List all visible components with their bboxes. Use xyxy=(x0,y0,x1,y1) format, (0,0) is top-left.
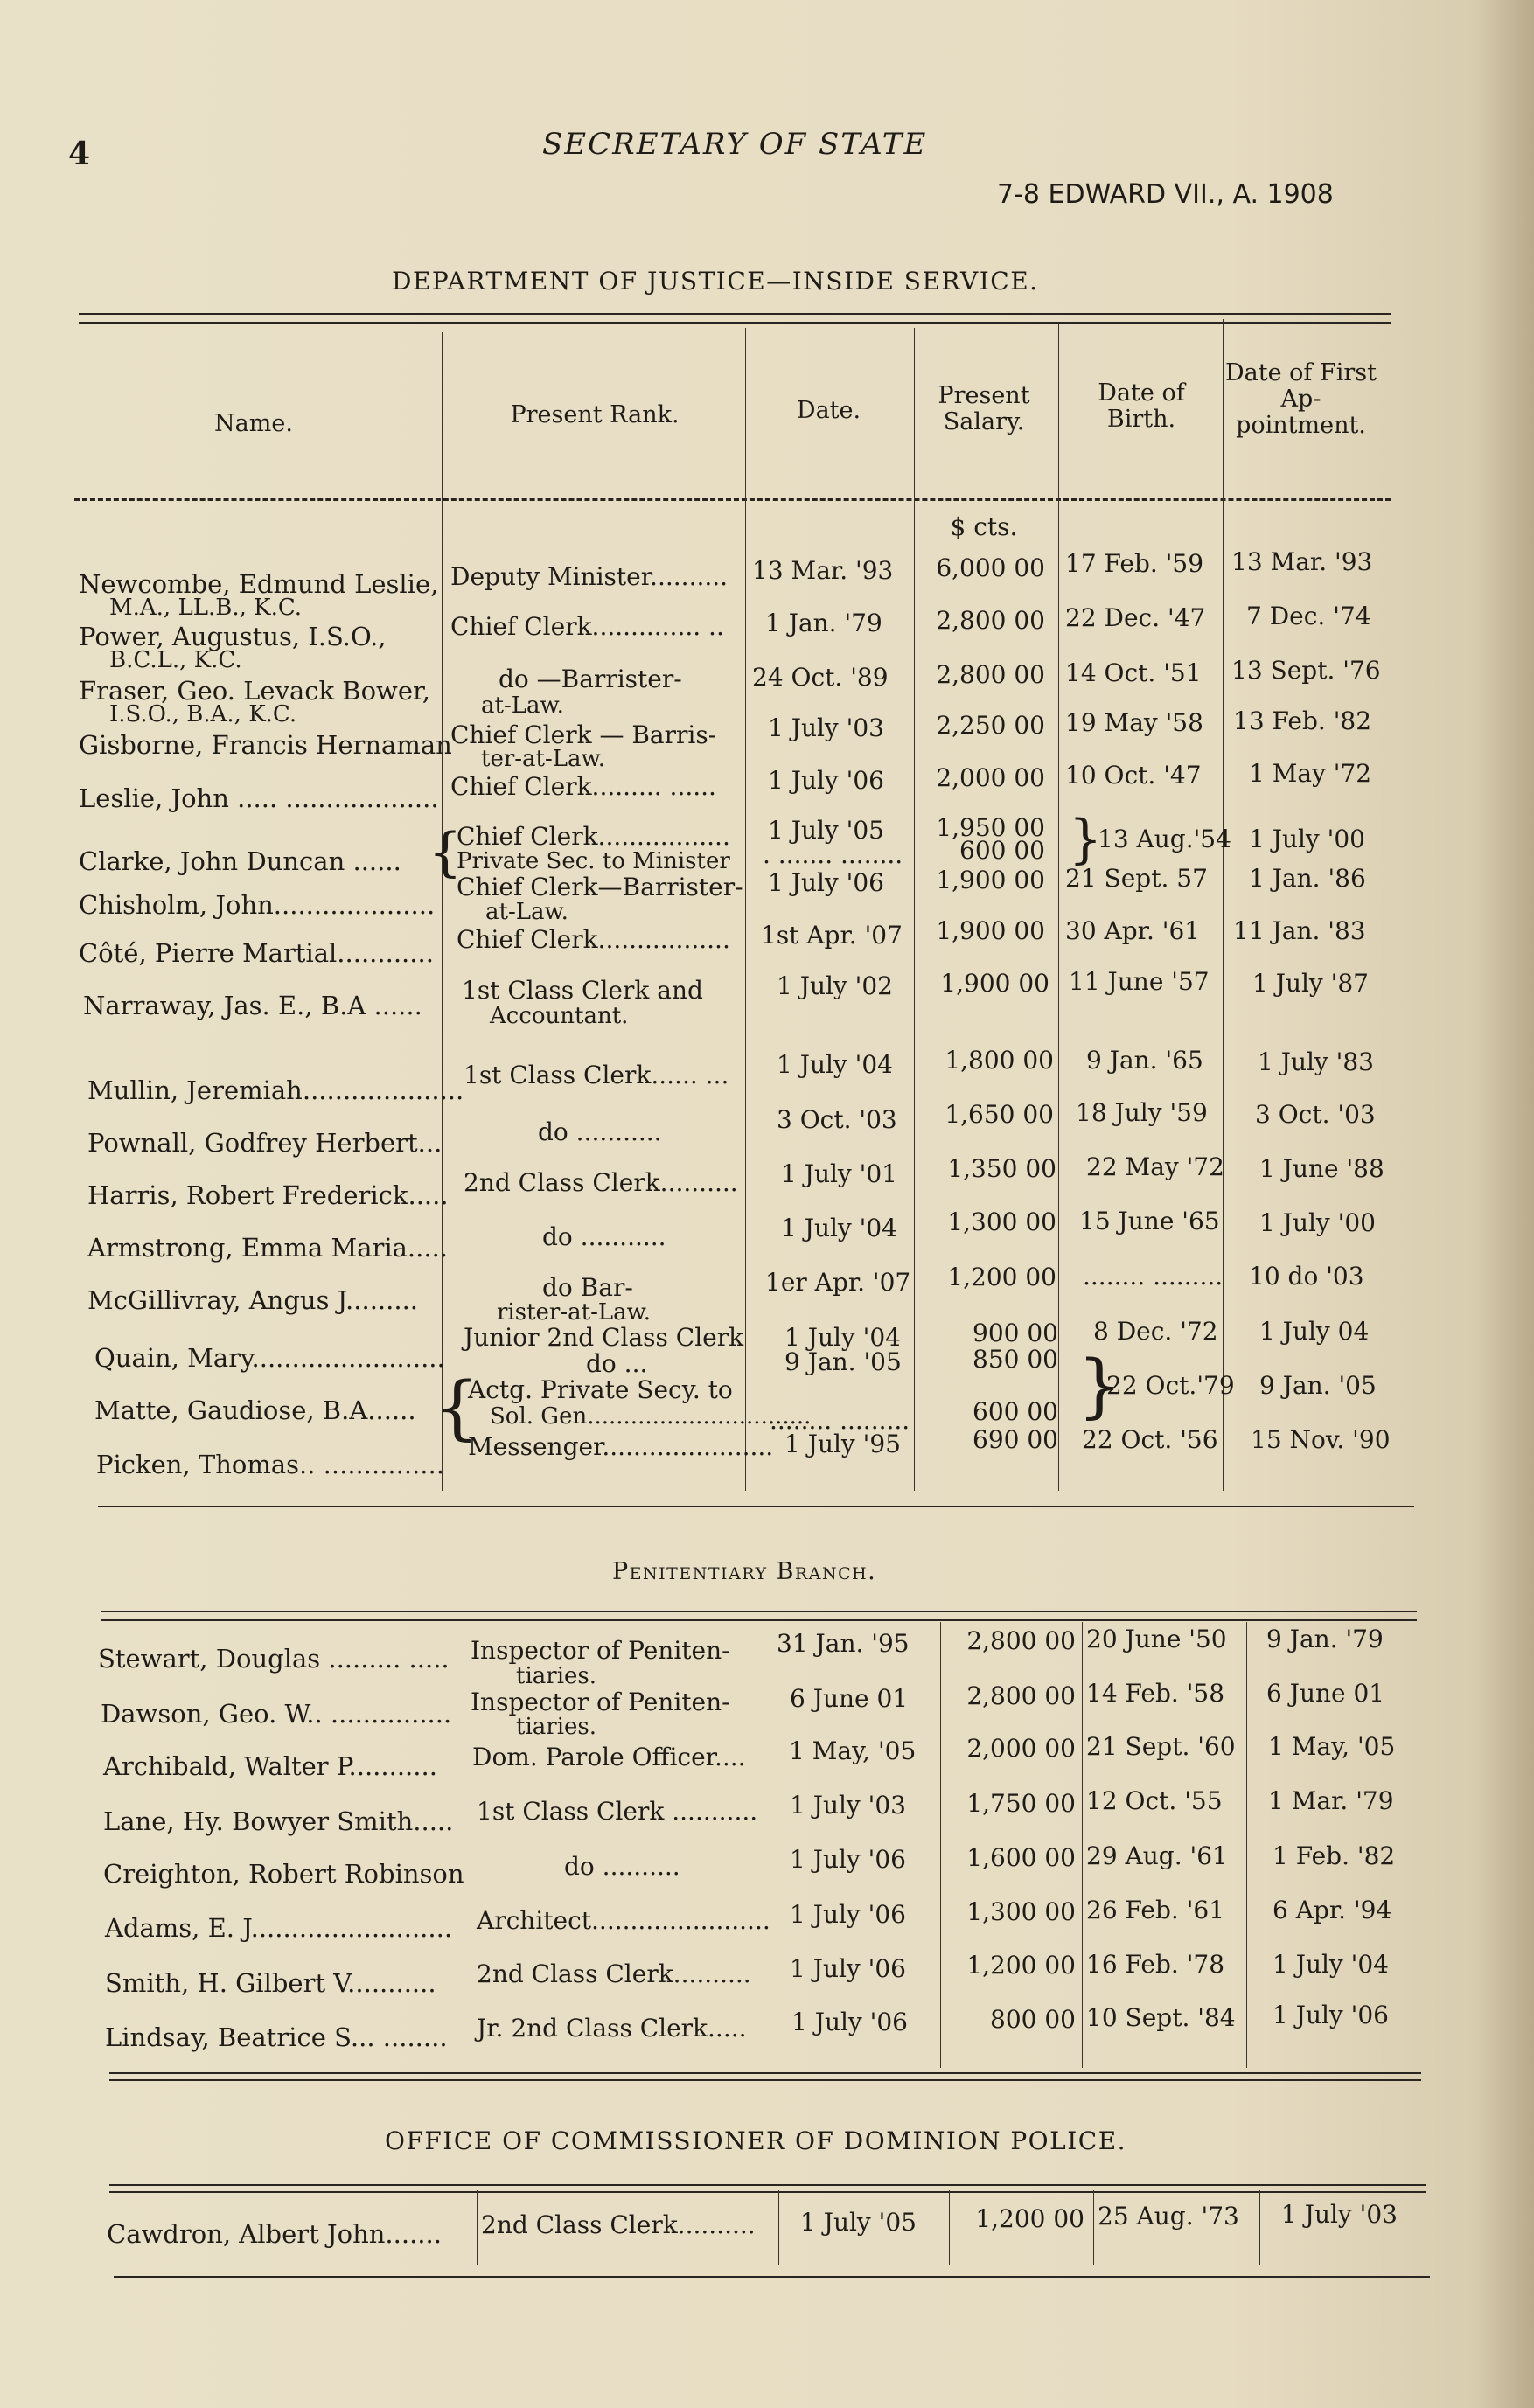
row-name: Adams, E. J......................... xyxy=(105,1913,453,1943)
row-birth: 12 Oct. '55 xyxy=(1086,1786,1223,1815)
brace-glyph: { xyxy=(429,822,463,883)
col-divider xyxy=(1058,324,1059,1491)
row-salary: 1,950 00 xyxy=(936,813,1045,842)
row-first-appointment: 13 Feb. '82 xyxy=(1233,706,1372,735)
row-first-appointment: 1 July '04 xyxy=(1273,1950,1389,1979)
row-first-appointment: 1 June '88 xyxy=(1259,1154,1384,1183)
row-salary: 2,800 00 xyxy=(936,660,1045,689)
row-date: 1st Apr. '07 xyxy=(761,921,903,950)
row-first-appointment: 13 Sept. '76 xyxy=(1231,656,1381,685)
row-name: Stewart, Douglas ......... ..... xyxy=(98,1644,450,1674)
police-top-rule-2 xyxy=(109,2191,1426,2193)
row-rank: do ... xyxy=(586,1349,648,1378)
regnal-year: 7-8 EDWARD VII., A. 1908 xyxy=(997,179,1334,210)
row-name: Picken, Thomas.. ............... xyxy=(96,1450,444,1479)
row-date: 1 May, '05 xyxy=(789,1736,917,1765)
row-first-appointment: 10 do '03 xyxy=(1249,1262,1364,1291)
row-name: Pownall, Godfrey Herbert... xyxy=(87,1128,443,1158)
row-salary: 2,000 00 xyxy=(936,763,1045,792)
row-salary: 1,800 00 xyxy=(945,1046,1054,1075)
row-birth: 22 Dec. '47 xyxy=(1065,603,1206,632)
row-first-appointment: 15 Nov. '90 xyxy=(1251,1425,1391,1454)
row-first-appointment: 1 July '03 xyxy=(1281,2200,1398,2229)
row-rank-cont: at-Law. xyxy=(481,692,564,719)
row-rank: 2nd Class Clerk.......... xyxy=(464,1168,738,1197)
row-rank: 1st Class Clerk ........... xyxy=(477,1797,758,1826)
row-rank: 2nd Class Clerk.......... xyxy=(477,1959,751,1988)
row-date: 1 July '02 xyxy=(777,971,893,1000)
row-rank-cont: ter-at-Law. xyxy=(481,746,605,772)
row-first-appointment: 1 Jan. '86 xyxy=(1249,864,1366,893)
row-name: Cawdron, Albert John....... xyxy=(107,2219,442,2249)
row-birth: 22 May '72 xyxy=(1086,1152,1224,1181)
row-salary: 690 00 xyxy=(973,1425,1058,1454)
row-rank: Chief Clerk................. xyxy=(457,822,730,851)
row-date: 1 July '03 xyxy=(790,1791,906,1820)
row-date: 1 July '05 xyxy=(800,2208,917,2237)
penitentiary-title: Penitentiary Branch. xyxy=(612,1558,877,1585)
row-first-appointment: 1 July '00 xyxy=(1259,1208,1376,1237)
row-salary: 1,200 00 xyxy=(947,1263,1056,1291)
row-rank-cont: tiaries. xyxy=(516,1663,597,1689)
row-rank: Dom. Parole Officer.... xyxy=(472,1743,746,1771)
row-birth: 14 Oct. '51 xyxy=(1065,658,1202,687)
row-date: 1 July '04 xyxy=(781,1214,897,1242)
salary-unit-label: $ cts. xyxy=(950,512,1018,541)
header-dash-rule xyxy=(74,498,1391,501)
row-date: 1 July '95 xyxy=(784,1430,901,1458)
col-head-name: Name. xyxy=(214,410,293,437)
row-first-appointment: 1 Mar. '79 xyxy=(1268,1786,1394,1815)
row-first-appointment: 1 July '06 xyxy=(1273,2001,1389,2029)
col-divider xyxy=(914,328,915,1491)
police-title: OFFICE OF COMMISSIONER OF DOMINION POLICE. xyxy=(385,2126,1127,2155)
row-rank: 2nd Class Clerk.......... xyxy=(481,2210,756,2239)
col-divider xyxy=(745,328,746,1491)
row-salary-cont: 600 00 xyxy=(973,1397,1058,1426)
row-date: 1 July '06 xyxy=(791,2008,908,2036)
row-birth: 16 Feb. '78 xyxy=(1086,1950,1225,1979)
row-name: Chisholm, John.................... xyxy=(79,890,436,920)
col-divider xyxy=(1246,1622,1247,2068)
col-divider xyxy=(1082,1622,1083,2068)
row-salary: 1,750 00 xyxy=(966,1789,1076,1818)
row-name: Fraser, Geo. Levack Bower, xyxy=(79,676,430,706)
row-date: 3 Oct. '03 xyxy=(777,1105,897,1134)
row-date: 9 Jan. '05 xyxy=(784,1347,902,1376)
row-birth: 22 Oct.'79 xyxy=(1106,1371,1235,1400)
row-date: 1 July '06 xyxy=(790,1845,906,1874)
row-salary: 900 00 xyxy=(973,1319,1058,1347)
row-name: Mullin, Jeremiah.................... xyxy=(87,1075,464,1105)
row-salary: 1,900 00 xyxy=(936,916,1045,945)
row-birth: 18 July '59 xyxy=(1076,1098,1208,1127)
row-date-cont: . ....... ........ xyxy=(763,840,903,869)
row-rank-cont: Actg. Private Secy. to xyxy=(468,1375,733,1404)
row-date: 24 Oct. '89 xyxy=(752,663,889,692)
row-birth: 30 Apr. '61 xyxy=(1065,916,1201,945)
row-date: 1 July '06 xyxy=(790,1954,906,1983)
row-birth: 25 Aug. '73 xyxy=(1098,2202,1239,2231)
col-head-salary: Present Salary. xyxy=(938,382,1030,435)
row-rank: do .......... xyxy=(564,1852,680,1881)
row-date: 31 Jan. '95 xyxy=(777,1629,910,1658)
brace-glyph: } xyxy=(1069,809,1103,870)
row-date: 1 July '06 xyxy=(790,1900,906,1929)
col-divider xyxy=(1093,2190,1094,2265)
col-divider xyxy=(442,332,443,1491)
section-end-rule-2 xyxy=(109,2079,1421,2081)
row-birth: 26 Feb. '61 xyxy=(1086,1896,1225,1924)
row-name: Gisborne, Francis Hernaman xyxy=(79,730,452,760)
row-name: Power, Augustus, I.S.O., xyxy=(79,622,387,651)
row-name: Matte, Gaudiose, B.A...... xyxy=(94,1395,416,1425)
row-salary: 2,000 00 xyxy=(966,1734,1076,1763)
row-birth: 20 June '50 xyxy=(1086,1625,1227,1653)
page-number: 4 xyxy=(68,136,91,172)
row-rank: do Bar- xyxy=(542,1273,633,1302)
row-first-appointment: 1 July '00 xyxy=(1249,825,1365,853)
row-salary: 1,900 00 xyxy=(940,969,1049,998)
top-rule-2 xyxy=(79,322,1391,324)
row-rank: Chief Clerk — Barris- xyxy=(450,720,717,749)
row-salary: 1,350 00 xyxy=(947,1154,1056,1183)
row-rank: Chief Clerk—Barrister- xyxy=(457,873,743,901)
brace-glyph: } xyxy=(1077,1345,1122,1426)
row-name-cont: M.A., LL.B., K.C. xyxy=(109,595,303,621)
row-salary: 1,900 00 xyxy=(936,866,1045,894)
row-birth: ........ ......... xyxy=(1083,1262,1224,1291)
row-first-appointment: 1 July '83 xyxy=(1258,1047,1374,1076)
row-first-appointment: 3 Oct. '03 xyxy=(1255,1100,1376,1129)
row-first-appointment: 1 July '87 xyxy=(1252,969,1369,998)
row-rank: Jr. 2nd Class Clerk..... xyxy=(477,2014,747,2043)
row-salary: 6,000 00 xyxy=(936,553,1045,582)
row-date: 13 Mar. '93 xyxy=(752,556,894,585)
section-end-rule xyxy=(109,2072,1421,2074)
row-first-appointment: 1 July 04 xyxy=(1259,1317,1370,1346)
row-rank: Chief Clerk.............. .. xyxy=(450,612,724,641)
row-birth: 10 Sept. '84 xyxy=(1086,2003,1236,2032)
row-rank: do ........... xyxy=(542,1222,666,1251)
row-name: McGillivray, Angus J......... xyxy=(87,1285,419,1315)
row-name: Armstrong, Emma Maria..... xyxy=(87,1233,449,1263)
col-divider xyxy=(940,1622,941,2068)
row-salary: 1,200 00 xyxy=(975,2204,1084,2233)
col-divider xyxy=(1259,2190,1260,2265)
row-birth: 13 Aug.'54 xyxy=(1098,825,1231,853)
row-birth: 15 June '65 xyxy=(1079,1207,1220,1235)
row-first-appointment: 13 Mar. '93 xyxy=(1231,547,1373,576)
row-rank: Chief Clerk................. xyxy=(457,925,730,954)
row-date: 1 July '05 xyxy=(768,816,884,845)
row-first-appointment: 1 Feb. '82 xyxy=(1273,1841,1396,1870)
row-rank-cont2: Sol. Gen............................... xyxy=(490,1403,812,1430)
row-rank-cont: Accountant. xyxy=(490,1003,629,1029)
row-birth: 29 Aug. '61 xyxy=(1086,1841,1228,1870)
row-rank-cont: rister-at-Law. xyxy=(497,1299,652,1326)
col-head-first-appointment: Date of First Ap- pointment. xyxy=(1225,359,1377,439)
row-salary: 2,800 00 xyxy=(966,1681,1076,1710)
department-title: DEPARTMENT OF JUSTICE—INSIDE SERVICE. xyxy=(392,267,1039,296)
col-head-date: Date. xyxy=(796,397,861,424)
row-salary: 2,800 00 xyxy=(966,1626,1076,1655)
col-divider xyxy=(778,2190,779,2265)
row-birth: 8 Dec. '72 xyxy=(1093,1317,1218,1346)
running-title: SECRETARY OF STATE xyxy=(542,127,928,162)
row-first-appointment: 6 June 01 xyxy=(1266,1679,1385,1708)
row-name: Creighton, Robert Robinson xyxy=(103,1859,464,1889)
row-birth: 10 Oct. '47 xyxy=(1065,761,1202,790)
row-salary: 1,300 00 xyxy=(966,1897,1076,1926)
row-name: Lindsay, Beatrice S... ........ xyxy=(105,2022,448,2052)
row-birth: 21 Sept. '60 xyxy=(1086,1732,1236,1761)
row-first-appointment: 6 Apr. '94 xyxy=(1273,1896,1392,1924)
row-name: Narraway, Jas. E., B.A ...... xyxy=(83,991,422,1020)
row-rank-cont: at-Law. xyxy=(485,899,568,925)
col-divider xyxy=(477,2190,478,2265)
row-name: Clarke, John Duncan ...... xyxy=(79,846,401,876)
row-birth: 21 Sept. 57 xyxy=(1065,864,1208,893)
row-first-appointment: 1 May '72 xyxy=(1249,759,1372,788)
penitentiary-top-rule-2 xyxy=(101,1619,1417,1621)
row-birth: 14 Feb. '58 xyxy=(1086,1679,1225,1708)
row-first-appointment: 11 Jan. '83 xyxy=(1233,916,1366,945)
col-divider xyxy=(949,2190,950,2265)
row-salary: 1,600 00 xyxy=(966,1843,1076,1872)
row-rank: Inspector of Peniten- xyxy=(471,1688,730,1716)
row-name: Quain, Mary........................ xyxy=(94,1343,445,1373)
row-name-cont: I.S.O., B.A., K.C. xyxy=(109,701,297,727)
row-date: 1 July '06 xyxy=(768,868,884,897)
row-name: Newcombe, Edmund Leslie, xyxy=(79,569,439,599)
row-rank: Inspector of Peniten- xyxy=(471,1636,730,1665)
row-rank: Chief Clerk......... ...... xyxy=(450,772,716,801)
row-rank: Architect....................... xyxy=(477,1906,770,1935)
row-rank: 1st Class Clerk...... ... xyxy=(464,1061,729,1089)
col-head-birth: Date of Birth. xyxy=(1098,379,1185,433)
top-rule xyxy=(79,313,1391,315)
row-name: Lane, Hy. Bowyer Smith..... xyxy=(103,1806,454,1836)
row-name: Smith, H. Gilbert V........... xyxy=(105,1968,436,1998)
row-salary: 1,200 00 xyxy=(966,1951,1076,1980)
row-date: 1er Apr. '07 xyxy=(765,1268,911,1297)
section-end-rule xyxy=(114,2276,1430,2278)
row-rank: Deputy Minister.......... xyxy=(450,562,729,591)
col-head-rank: Present Rank. xyxy=(510,401,680,428)
row-salary: 2,250 00 xyxy=(936,711,1045,740)
row-rank: Junior 2nd Class Clerk xyxy=(464,1323,744,1352)
row-first-appointment: 7 Dec. '74 xyxy=(1246,602,1371,630)
row-name: Dawson, Geo. W.. ............... xyxy=(101,1699,452,1729)
row-name: Harris, Robert Frederick..... xyxy=(87,1180,449,1210)
col-divider xyxy=(1223,319,1224,1491)
row-rank-cont: Private Sec. to Minister xyxy=(457,848,730,874)
row-salary: 850 00 xyxy=(973,1345,1058,1374)
police-top-rule xyxy=(109,2184,1426,2186)
row-first-appointment: 9 Jan. '79 xyxy=(1266,1625,1384,1653)
row-rank: do —Barrister- xyxy=(499,665,682,693)
row-birth: 9 Jan. '65 xyxy=(1086,1046,1203,1075)
row-name: Leslie, John ..... ................... xyxy=(79,783,439,813)
row-birth: 11 June '57 xyxy=(1069,967,1210,996)
row-first-appointment: 1 May, '05 xyxy=(1268,1732,1396,1761)
row-rank-cont: tiaries. xyxy=(516,1714,597,1740)
row-birth: 22 Oct. '56 xyxy=(1082,1425,1218,1454)
row-first-appointment: 9 Jan. '05 xyxy=(1259,1371,1377,1400)
row-date: 1 July '06 xyxy=(768,766,884,795)
row-salary: 1,300 00 xyxy=(947,1207,1056,1236)
row-name-cont: B.C.L., K.C. xyxy=(109,647,242,673)
penitentiary-top-rule xyxy=(101,1611,1417,1612)
row-date: 1 July '04 xyxy=(784,1323,901,1352)
row-salary-cont: 600 00 xyxy=(959,836,1045,865)
row-name: Archibald, Walter P........... xyxy=(103,1751,437,1781)
row-rank: 1st Class Clerk and xyxy=(462,976,703,1005)
brace-glyph: { xyxy=(435,1367,479,1448)
row-name: Côté, Pierre Martial............ xyxy=(79,938,434,968)
row-date: 1 July '01 xyxy=(781,1159,897,1188)
row-date-cont: ........ ......... xyxy=(770,1406,910,1435)
row-salary: 2,800 00 xyxy=(936,606,1045,635)
row-salary: 1,650 00 xyxy=(945,1100,1054,1129)
row-birth: 17 Feb. '59 xyxy=(1065,549,1204,578)
row-date: 1 July '04 xyxy=(777,1050,893,1079)
row-salary: 800 00 xyxy=(990,2005,1076,2034)
row-rank: Messenger...................... xyxy=(468,1432,774,1461)
row-date: 1 Jan. '79 xyxy=(765,609,882,637)
row-birth: 19 May '58 xyxy=(1065,708,1203,737)
row-date: 1 July '03 xyxy=(768,713,884,742)
section-end-rule xyxy=(98,1506,1414,1507)
row-rank: do ........... xyxy=(538,1117,662,1146)
row-date: 6 June 01 xyxy=(790,1684,909,1713)
